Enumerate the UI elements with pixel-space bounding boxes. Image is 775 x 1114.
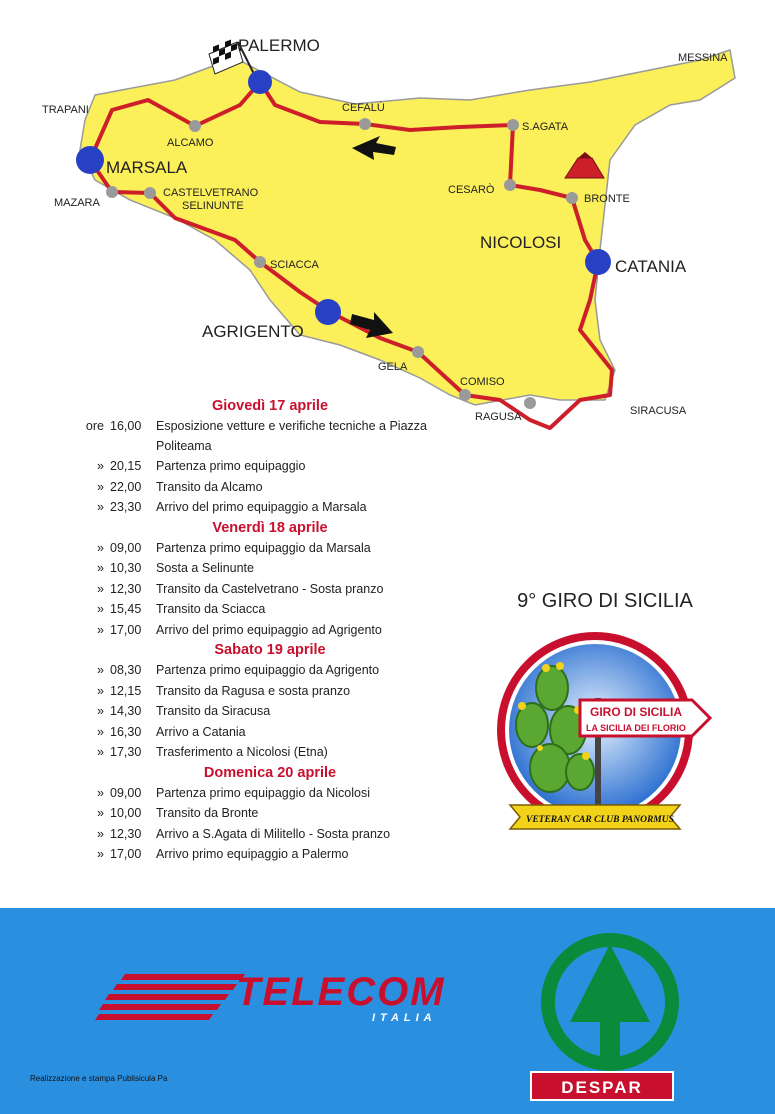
label-gela: GELA xyxy=(378,361,408,373)
schedule-row: » 17,00 Arrivo primo equipaggio a Palermo xyxy=(97,847,349,861)
despar-logo: DESPAR xyxy=(530,1071,674,1101)
telecom-logo-subtext: ITALIA xyxy=(372,1012,437,1024)
giro-di-sicilia-logo xyxy=(480,630,720,850)
stop-palermo xyxy=(248,70,272,94)
schedule-row: » 15,45 Transito da Sciacca xyxy=(97,602,266,616)
label-alcamo: ALCAMO xyxy=(167,137,214,149)
sign-line2: LA SICILIA DEI FLORIO xyxy=(586,723,686,733)
stop-gela xyxy=(412,346,424,358)
label-sciacca: SCIACCA xyxy=(270,259,319,271)
schedule-row: » 10,30 Sosta a Selinunte xyxy=(97,561,254,575)
stop-ragusa xyxy=(524,397,536,409)
schedule-row: » 23,30 Arrivo del primo equipaggio a Marsala xyxy=(97,500,367,514)
stop-mazara xyxy=(106,186,118,198)
stop-sagata xyxy=(507,119,519,131)
club-ribbon: VETERAN CAR CLUB PANORMUS xyxy=(526,815,674,825)
schedule-row: » 12,30 Arrivo a S.Agata di Militello - Sosta pranzo xyxy=(97,826,391,841)
schedule-row: » 09,00 Partenza primo equipaggio da Marsala xyxy=(97,540,371,555)
label-sagata: S.AGATA xyxy=(522,121,569,133)
schedule-row: » 08,30 Partenza primo equipaggio da Agrigento xyxy=(97,663,380,677)
label-cefalu: CEFALÙ xyxy=(342,102,385,114)
stop-cefalu xyxy=(359,118,371,130)
schedule-row: » 10,00 Transito da Bronte xyxy=(97,806,259,820)
race-schedule xyxy=(70,396,470,865)
label-bronte: BRONTE xyxy=(584,193,630,205)
stop-agrigento xyxy=(315,299,341,325)
sicily-island xyxy=(80,50,735,405)
schedule-row: » 22,00 Transito da Alcamo xyxy=(97,479,263,494)
telecom-logo-text: TELECOM xyxy=(236,970,446,1014)
label-marsala: MARSALA xyxy=(106,158,188,177)
print-credit: Realizzazione e stampa Publisicula Pa xyxy=(30,1074,168,1083)
stop-cesaro xyxy=(504,179,516,191)
label-mazara: MAZARA xyxy=(54,197,100,209)
schedule-row: » 12,15 Transito da Ragusa e sosta pranzo xyxy=(97,683,351,698)
stop-sciacca xyxy=(254,256,266,268)
day-heading: Domenica 20 aprile xyxy=(203,764,337,781)
stop-marsala xyxy=(76,146,104,174)
label-messina: MESSINA xyxy=(678,52,728,64)
schedule-row: » 17,30 Trasferimento a Nicolosi (Etna) xyxy=(97,745,328,759)
label-agrigento: AGRIGENTO xyxy=(202,322,304,341)
telecom-stripes-icon xyxy=(95,974,245,1028)
sponsor-footer xyxy=(0,908,775,1114)
label-ragusa: RAGUSA xyxy=(475,411,522,423)
stop-alcamo xyxy=(189,120,201,132)
spar-tree-icon xyxy=(535,930,685,1070)
schedule-row: ore 16,00 Esposizione vetture e verifiche tecniche a Piazza Politeama xyxy=(85,419,427,453)
day-heading: Giovedì 17 aprile xyxy=(211,398,329,414)
label-castelvetrano: CASTELVETRANO xyxy=(163,187,259,199)
label-siracusa: SIRACUSA xyxy=(630,405,687,417)
stop-castelvetrano xyxy=(144,187,156,199)
label-trapani: TRAPANI xyxy=(42,104,89,116)
label-selinunte: SELINUNTE xyxy=(182,200,244,212)
day-heading: Venerdì 18 aprile xyxy=(212,519,328,536)
schedule-row: » 14,30 Transito da Siracusa xyxy=(97,704,271,718)
label-nicolosi: NICOLOSI xyxy=(480,233,562,252)
label-palermo: PALERMO xyxy=(238,36,320,55)
event-title: 9° GIRO DI SICILIA xyxy=(517,590,693,612)
schedule-row: » 20,15 Partenza primo equipaggio xyxy=(97,459,306,473)
schedule-row: » 09,00 Partenza primo equipaggio da Nicolosi xyxy=(97,785,371,800)
day-heading: Sabato 19 aprile xyxy=(214,642,326,658)
label-cesaro: CESARÒ xyxy=(448,184,495,196)
schedule-row: » 17,00 Arrivo del primo equipaggio ad Agrigento xyxy=(97,622,382,637)
schedule-row: » 12,30 Transito da Castelvetrano - Sosta pranzo xyxy=(97,581,384,596)
stop-bronte xyxy=(566,192,578,204)
label-catania: CATANIA xyxy=(615,257,687,276)
label-comiso: COMISO xyxy=(460,376,505,388)
schedule-row: » 16,30 Arrivo a Catania xyxy=(97,724,246,739)
stop-catania xyxy=(585,249,611,275)
sign-line1: GIRO DI SICILIA xyxy=(590,705,683,719)
